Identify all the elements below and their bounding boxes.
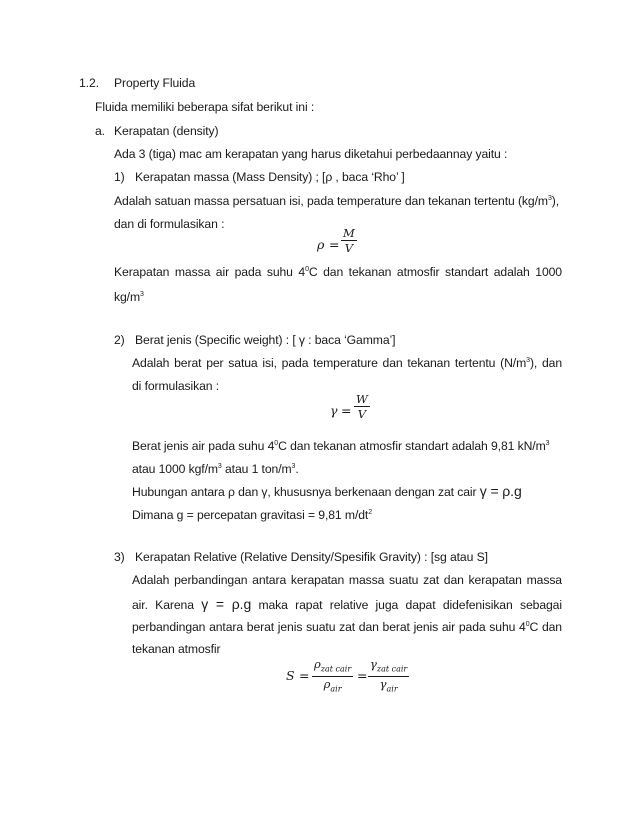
item1-note-line1: Kerapatan massa air pada suhu $4^0C$ dan tekanan atmosfir standart adalah 1000 [114,265,562,279]
section-number: 1.2. [79,76,99,90]
item3-description-line1: Adalah perbandingan antara kerapatan massa suatu zat dan kerapatan massa [132,573,562,587]
item2-note-line2: atau 1000 kgf/$m^3$ atau 1 ton/$m^3$. [132,462,299,476]
section-intro: Fluida memiliki beberapa sifat berikut ini : [95,100,315,114]
item2-description-line2: di formulasikan : [132,379,220,393]
formula-density-lhs: ρ [317,237,325,252]
item3-description-line3: perbandingan antara berat jenis suatu zat dan berat jenis air pada suhu $4^0C$ dan [132,620,562,634]
relation-formula: γ = ρ.g [479,483,522,499]
inline-relation-formula: γ = ρ.g [201,596,252,612]
item2-title: Berat jenis (Specific weight) : [ γ : baca ‘Gamma’] [135,333,396,347]
item2-gravity-line: Dimana g = percepatan gravitasi = 9,81 $m/dt^2$ [132,508,372,522]
item3-description-line4: tekanan atmosfir [132,642,221,656]
formula-relative-fraction1 [312,657,353,697]
formula-relative-lhs: S [286,668,295,683]
item1-description-line2: dan di formulasikan : [114,217,225,231]
formula-relative-denominator2: $\gamma_{air}$ [379,677,398,694]
item1-description-line1: Adalah satuan massa persatuan isi, pada temperature dan tekanan tertentu $(kg/m^3)$, [114,194,559,208]
part-a-label: a. [95,124,105,138]
item1-title: Kerapatan massa (Mass Density) ; [ρ , baca ‘Rho’ ] [135,170,405,184]
formula-relative-equals2: = [357,668,368,683]
item1-label: 1) [114,170,125,184]
formula-weight-fraction [354,392,370,421]
item2-relation-line: Hubungan antara ρ dan γ, khususnya berkenaan dengan zat cair γ = ρ.g [132,483,522,499]
item3-title: Kerapatan Relative (Relative Density/Spesifik Gravity) : [sg atau S] [135,550,488,564]
formula-weight-lhs: γ [330,403,338,418]
item1-note-line2: $kg/m^3$ [114,290,144,304]
formula-relative-denominator1: $\rho_{air}$ [323,677,342,694]
formula-relative-numerator1: $\rho_{zat cair}$ [312,657,353,677]
part-a-title: Kerapatan (density) [114,124,219,138]
formula-density-numerator: M [343,226,355,240]
item2-note-line1: Berat jenis air pada suhu $4^0C$ dan tekanan atmosfir standart adalah 9,81 $kN/m^3$ [132,439,550,453]
formula-weight-equals: = [341,403,352,418]
formula-weight-denominator: V [357,407,367,421]
formula-density-equals: = [329,237,340,252]
item3-label: 3) [114,550,125,564]
formula-relative-fraction2 [368,657,409,697]
formula-weight-numerator: W [356,392,368,406]
part-a-intro: Ada 3 (tiga) mac am kerapatan yang harus diketahui perbedaannay yaitu : [114,147,508,161]
formula-density-fraction [341,226,357,255]
item3-description-line2: air. Karena γ = ρ.g maka rapat relative juga dapat didefenisikan sebagai [132,596,562,612]
item2-label: 2) [114,333,125,347]
section-title: Property Fluida [114,76,196,90]
item2-description-line1: Adalah berat per satua isi, pada temperature dan tekanan tertentu $(N/m^3)$, dan [132,356,562,370]
formula-density-denominator: V [344,241,354,255]
formula-relative-equals: = [299,668,310,683]
formula-relative-numerator2: $\gamma_{zat cair}$ [368,657,409,677]
